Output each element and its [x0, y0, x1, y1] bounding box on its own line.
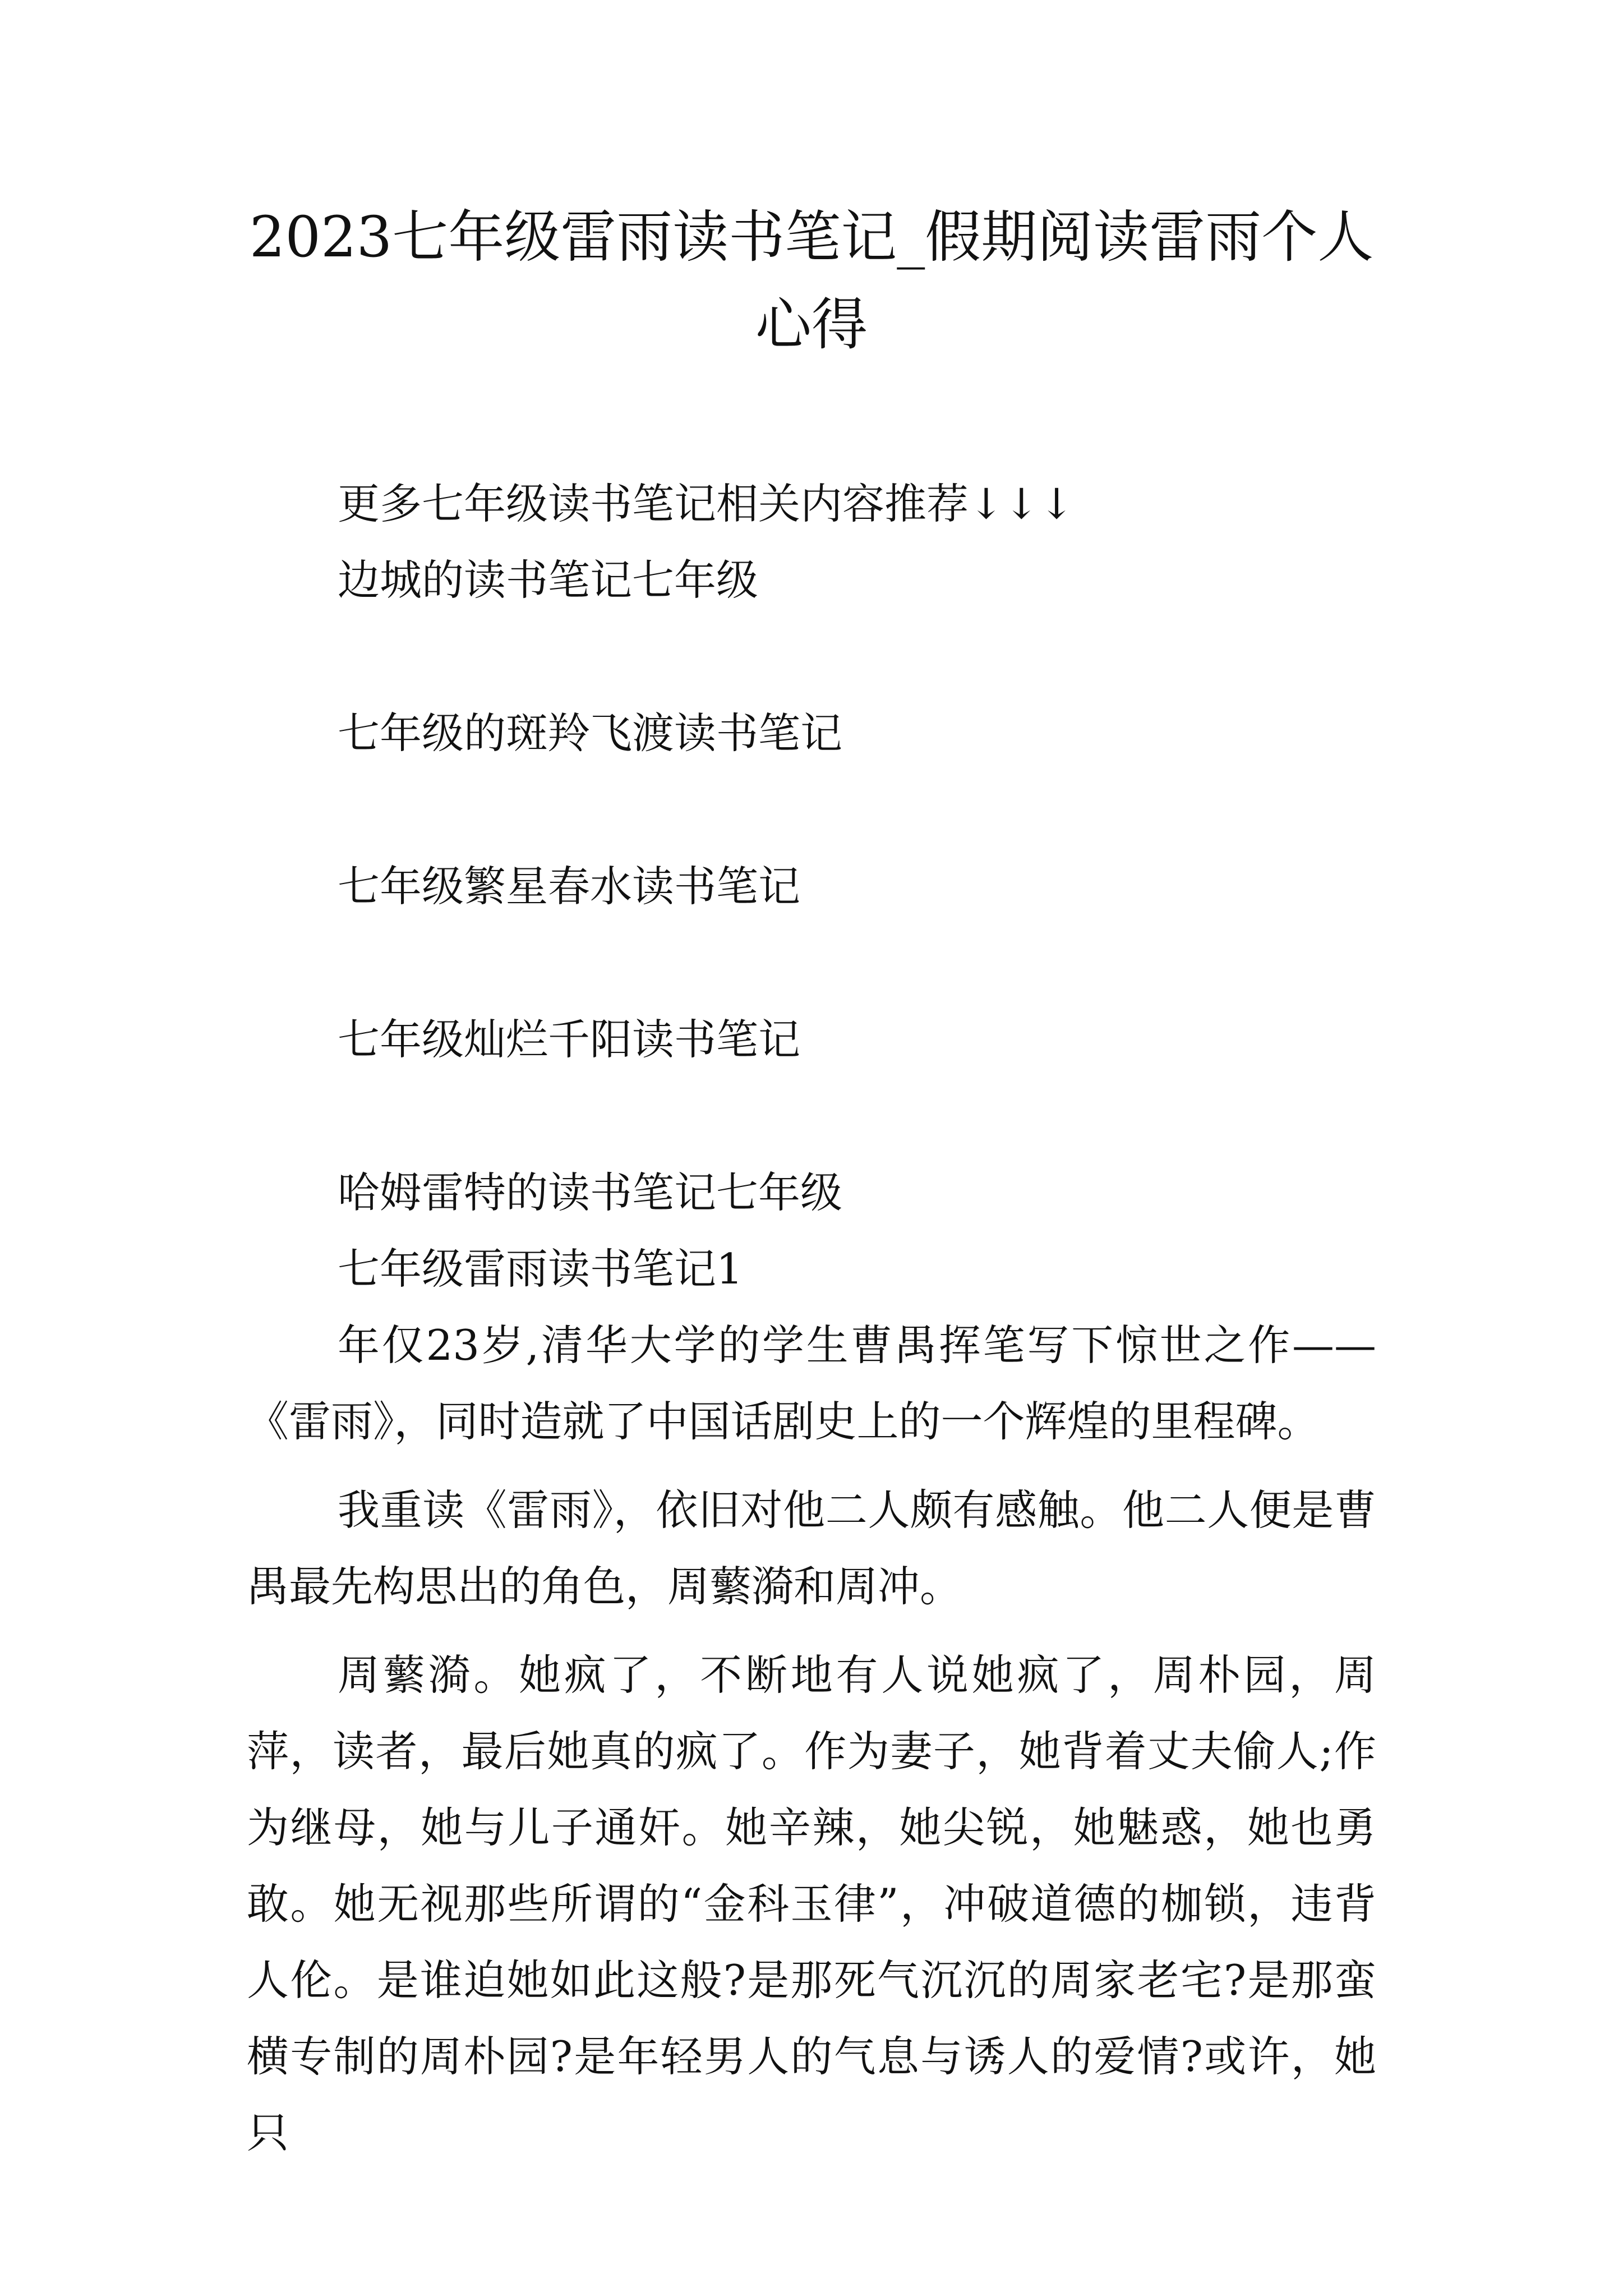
body-paragraph: 我重读《雷雨》，依旧对他二人颇有感触。他二人便是曹禺最先构思出的角色，周蘩漪和周冲。 [247, 1485, 1376, 1611]
section-heading: 七年级雷雨读书笔记1 [338, 1244, 743, 1294]
recommend-link[interactable]: 哈姆雷特的读书笔记七年级 [338, 1168, 843, 1217]
body-paragraph: 年仅23岁,清华大学的学生曹禺挥笔写下惊世之作——《雷雨》，同时造就了中国话剧史上的一个辉煌的里程碑。 [247, 1320, 1376, 1446]
recommend-link[interactable]: 七年级繁星春水读书笔记 [338, 862, 801, 911]
recommend-link[interactable]: 七年级灿烂千阳读书笔记 [338, 1015, 801, 1064]
recommend-link[interactable]: 边城的读书笔记七年级 [338, 555, 759, 605]
document-body [247, 466, 1376, 2183]
recommend-link[interactable]: 七年级的斑羚飞渡读书笔记 [338, 708, 843, 758]
body-paragraph: 周蘩漪。她疯了，不断地有人说她疯了，周朴园，周萍，读者，最后她真的疯了。作为妻子，她背着丈夫偷人;作为继母，她与儿子通奸。她辛辣，她尖锐，她魅惑，她也勇敢。她无视那些所谓的“金科玉律”，冲破道德的枷锁，违背人伦。是谁迫她如此这般?是那死气沉沉的周家老宅?是那蛮横专制的周朴园?是年轻男人的气息与诱人的爱情?或许，她只 [247, 1650, 1376, 2157]
recommend-heading: 更多七年级读书笔记相关内容推荐↓↓↓ [338, 479, 1075, 528]
document-title: 2023七年级雷雨读书笔记_假期阅读雷雨个人心得 [249, 204, 1374, 357]
